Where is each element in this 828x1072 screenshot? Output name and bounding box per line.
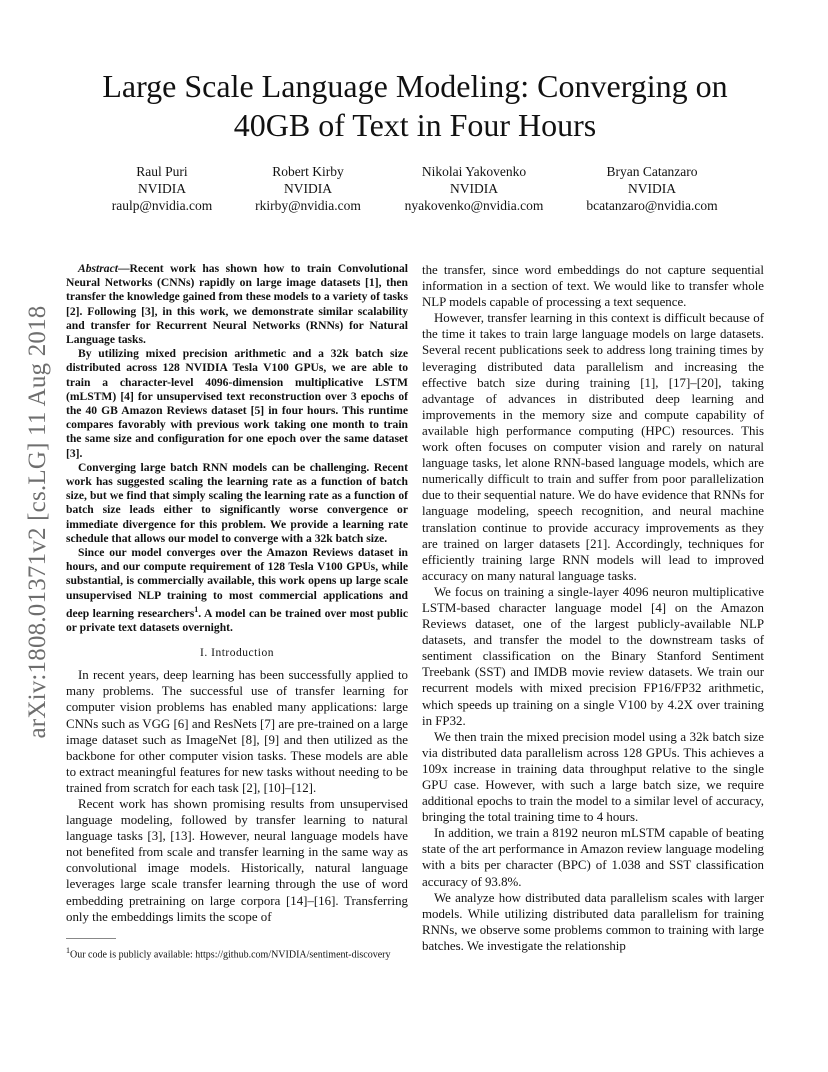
footnote-marker[interactable]: 1 — [194, 604, 199, 614]
body-paragraph: In addition, we train a 8192 neuron mLSTM capable of beating state of the art performance in Amazon review language modeling with a bits per character (BPC) of 1.038 and SST classification accuracy of 93.8%. — [422, 826, 764, 889]
abstract-paragraph: Since our model converges over the Amazon Reviews dataset in hours, and our compute requirement of 128 Tesla V100 GPUs, while substantial, is commercially available, this work opens up large scale unsupervised NLP training to most commercial applications and deep learning researchers$^1$. A model can be trained over most public or private text datasets overnight. — [66, 546, 408, 634]
arxiv-sidebar-stamp — [18, 282, 58, 762]
author-email: raulp@nvidia.com — [111, 198, 213, 213]
author-list — [0, 163, 828, 223]
author-name: Raul Puri — [136, 164, 188, 179]
author-name: Nikolai Yakovenko — [421, 164, 527, 179]
abstract-label: Abstract — [78, 262, 118, 275]
footnote-number: 1 — [66, 946, 70, 955]
body-paragraph: We then train the mixed precision model using a 32k batch size via distributed data parallelism across 128 GPUs. This achieves a 109x increase in training data throughput relative to the single GPU case. However, with such a large batch size, we require additional epochs to train the model to a similar level of accuracy, bringing the total training time to 4 hours. — [422, 729, 764, 825]
author-name: Robert Kirby — [272, 164, 344, 179]
author-affiliation: NVIDIA — [628, 181, 676, 196]
arxiv-identifier: arXiv:1808.01371v2 [cs.LG] 11 Aug 2018 — [24, 305, 51, 739]
section-heading: I. Introduction — [200, 647, 274, 660]
footnote-divider — [66, 938, 116, 939]
body-paragraph: the transfer, since word embeddings do not capture sequential information in a section of text. We would like to transfer whole NLP models capable of processing a text sequence. — [422, 263, 764, 310]
author-email: bcatanzaro@nvidia.com — [586, 198, 718, 213]
body-paragraph: Recent work has shown promising results from unsupervised language modeling, followed by transfer learning to natural language tasks [3], [13]. However, neural language models have not benefited from scale and transfer learning in the same way as convolutional image models. Historically, natural language leverages large scale transfer learning through the use of word embedding pretraining on large corpora [14]–[16]. Transferring only the embeddings limits the scope of — [66, 796, 408, 924]
abstract-paragraph: Converging large batch RNN models can be challenging. Recent work has suggested scaling the learning rate as a function of batch size, but we find that simply scaling the learning rate as a function of batch size leads either to significantly worse convergence or immediate divergence for this problem. We provide a learning rate schedule that allows our model to converge with a 32k batch size. — [66, 460, 408, 545]
body-paragraph: However, transfer learning in this context is difficult because of the time it takes to train large language models on large datasets. Several recent publications seek to address long training times by leveraging distributed data parallelism and increasing the effective batch size during training [1], [17]–[20], taking advantage of advances in distributed deep learning and improvements in the memory size and compute capability of available high performance computing (HPC) resources. This work often focuses on computer vision and rarely on natural language tasks, let alone RNN-based language models, which are numerically difficult to train and suffer from poor parallelization due to their sequential nature. We do have evidence that RNNs for language modeling, speech recognition, and neural machine translation continue to provide accuracy improvements as they are trained on larger datasets [21]. Accordingly, techniques for efficiently training large RNN models will lead to improved accuracy on many natural language tasks. — [422, 311, 764, 583]
author-affiliation: NVIDIA — [284, 181, 332, 196]
abstract-paragraph: Abstract—Recent work has shown how to train Convolutional Neural Networks (CNNs) rapidly on large image datasets [1], then transfer the knowledge gained from these models to a variety of tasks [2]. Following [3], in this work, we demonstrate similar scalability and transfer for Recurrent Neural Networks (RNNs) for Natural Language tasks. — [66, 262, 408, 347]
author-affiliation: NVIDIA — [138, 181, 186, 196]
author-name: Bryan Catanzaro — [606, 164, 698, 179]
author-block — [557, 163, 747, 214]
author-email: rkirby@nvidia.com — [255, 198, 361, 213]
footnote — [66, 945, 408, 962]
body-paragraph: In recent years, deep learning has been successfully applied to many problems. The successful use of transfer learning for computer vision problems has enabled many applications: large CNNs such as VGG [6] and ResNets [7] are pre-trained on a large image dataset such as ImageNet [8], [9] and then utilized as the backbone for other computer vision tasks. These models are able to extract meaningful features for new tasks without needing to be trained from scratch for each task [2], [10]–[12]. — [66, 668, 408, 795]
paper-title: Large Scale Language Modeling: Converging on 40GB of Text in Four Hours — [102, 68, 728, 143]
abstract-paragraph: By utilizing mixed precision arithmetic and a 32k batch size distributed across 128 NVIDIA Tesla V100 GPUs, we are able to train a character-level 4096-dimension multiplicative LSTM (mLSTM) [4] for unsupervised text reconstruction over 3 epochs of the 40 GB Amazon Reviews dataset [5] in four hours. This runtime compares favorably with previous work taking one month to train the same size and configuration for one epoch over the same dataset [3]. — [66, 347, 408, 460]
author-block — [213, 163, 403, 214]
left-column — [66, 262, 408, 925]
author-block — [379, 163, 569, 214]
author-affiliation: NVIDIA — [450, 181, 498, 196]
footnote-text: Our code is publicly available: https://github.com/NVIDIA/sentiment-discovery — [70, 949, 391, 961]
body-paragraph: We analyze how distributed data parallelism scales with larger models. While utilizing distributed data parallelism for training RNNs, we observe some problems common to training with large batches. We investigate the relationship — [422, 890, 764, 953]
body-paragraph: We focus on training a single-layer 4096 neuron multiplicative LSTM-based character language model [4] on the Amazon Reviews dataset, one of the largest publicly-available NLP datasets, and transfer the model to the downstream tasks of sentiment classification on the Binary Stanford Sentiment Treebank (SST) and IMDB movie review datasets. We train our recurrent models with mixed precision FP16/FP32 arithmetic, which speeds up training on a single V100 by 4.2X over training in FP32. — [422, 584, 764, 728]
right-column — [422, 262, 764, 954]
abstract — [66, 262, 408, 635]
author-email: nyakovenko@nvidia.com — [404, 198, 544, 213]
